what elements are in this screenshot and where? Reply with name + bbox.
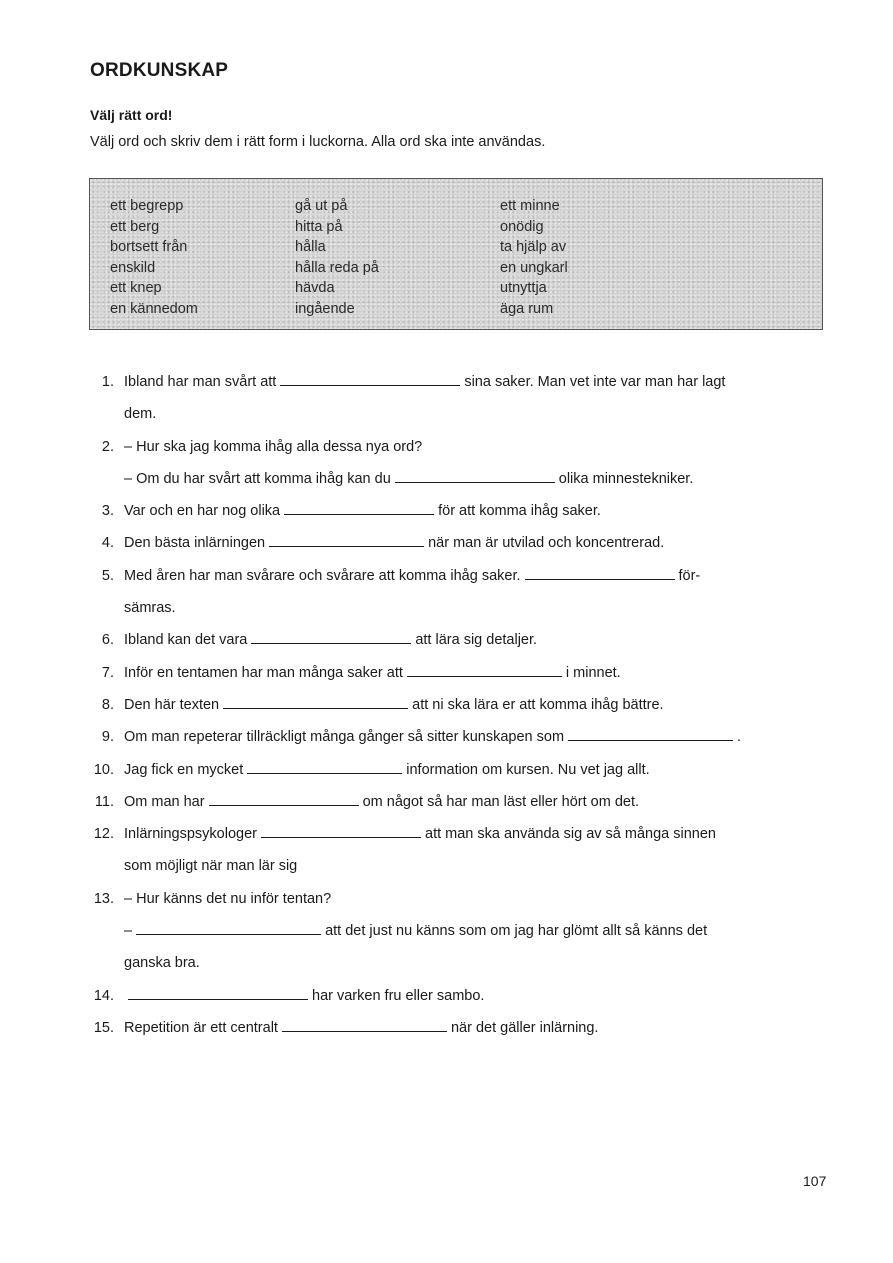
exercise-text	[124, 398, 156, 430]
exercise-number: 5.	[101, 567, 114, 584]
answer-blank[interactable]	[568, 728, 733, 741]
word-bank-item: ta hjälp av	[500, 239, 567, 255]
exercise-text	[124, 592, 176, 624]
word-bank-item: utnyttja	[500, 280, 547, 296]
exercise-number: 1.	[101, 374, 114, 390]
word-bank-item: hitta på	[295, 218, 343, 235]
exercise-text	[124, 947, 200, 979]
answer-blank[interactable]	[407, 664, 562, 677]
exercise-sentence-end: om något så har man läst eller hört om det.	[362, 793, 640, 810]
exercise-line	[90, 883, 830, 915]
exercise-sentence-start: Om man repeterar tillräckligt många gånger så sitter kunskapen som	[124, 729, 565, 746]
exercise-text	[124, 818, 716, 850]
exercise-text	[124, 1012, 598, 1044]
word-bank-item: ett knep	[110, 280, 162, 296]
exercise-number: 3.	[101, 503, 114, 520]
exercise-text	[124, 689, 664, 721]
exercise-sentence-start: Inlärningspsykologer	[124, 826, 257, 843]
exercise-line	[90, 398, 830, 430]
exercise-line	[90, 463, 830, 495]
word-bank-item: hävda	[295, 280, 335, 296]
exercise-sentence-start: Inför en tentamen har man många saker att	[124, 664, 403, 681]
exercise-sentence-start: Repetition är ett centralt	[124, 1019, 278, 1036]
answer-blank[interactable]	[395, 470, 555, 483]
answer-blank[interactable]	[247, 761, 402, 774]
word-bank-item: hålla reda på	[295, 259, 379, 276]
word-bank-item: en ungkarl	[500, 259, 568, 276]
exercise-text	[124, 463, 693, 495]
exercise-text	[124, 366, 725, 398]
exercise-line	[90, 754, 830, 786]
word-bank-item: hålla	[295, 239, 326, 255]
exercise-line	[90, 689, 830, 721]
exercise-line	[90, 915, 830, 947]
exercise-line	[90, 527, 830, 559]
word-bank-item: en kännedom	[110, 300, 198, 317]
exercise-sentence-end: för-	[678, 567, 701, 584]
exercise-sentence-end: för att komma ihåg saker.	[438, 503, 601, 520]
exercise-text	[124, 431, 422, 463]
exercise-line	[90, 657, 830, 689]
page-number: 107	[803, 1173, 827, 1189]
exercise-line	[90, 850, 830, 882]
answer-blank[interactable]	[284, 502, 434, 515]
exercise-line	[90, 624, 830, 656]
word-bank-item: ett berg	[110, 218, 160, 235]
exercise-number: 10.	[93, 761, 114, 778]
exercise-number: 4.	[101, 535, 114, 552]
exercise-text	[124, 527, 664, 559]
exercise-sentence-end: att ni ska lära er att komma ihåg bättre.	[412, 696, 664, 713]
exercise-number: 6.	[101, 632, 114, 649]
exercise-list	[90, 366, 830, 1044]
word-bank-item: ett minne	[500, 198, 560, 214]
exercise-sentence-end: sina saker. Man vet inte var man har lagt	[464, 374, 726, 390]
exercise-sentence-end: att lära sig detaljer.	[415, 632, 538, 649]
exercise-line	[90, 786, 830, 818]
exercise-number: 2.	[101, 438, 114, 455]
word-bank-item: enskild	[110, 259, 156, 276]
exercise-text	[124, 624, 537, 656]
exercise-line	[90, 818, 830, 850]
exercise-line	[90, 495, 830, 527]
exercise-number: 7.	[101, 664, 114, 681]
exercise-sentence-start: Den bästa inlärningen	[124, 535, 266, 552]
exercise-text	[124, 721, 741, 753]
exercise-text	[124, 980, 484, 1012]
exercise-text	[124, 786, 639, 818]
exercise-sentence-start: Jag fick en mycket	[124, 761, 244, 778]
word-bank-item: onödig	[500, 218, 544, 235]
instruction-text: Välj ord och skriv dem i rätt form i luckorna. Alla ord ska inte användas.	[90, 134, 546, 150]
exercise-sentence-start: Ibland har man svårt att	[124, 374, 277, 390]
answer-blank[interactable]	[136, 922, 321, 935]
exercise-text	[124, 560, 700, 592]
exercise-sentence-end: att man ska använda sig av så många sinnen	[425, 826, 716, 843]
answer-blank[interactable]	[525, 567, 675, 580]
word-bank-column-2	[295, 196, 379, 319]
word-bank-column-1	[110, 196, 198, 319]
exercise-sentence-start: – Om du har svårt att komma ihåg kan du	[124, 470, 391, 487]
answer-blank[interactable]	[269, 534, 424, 547]
exercise-text	[124, 495, 601, 527]
exercise-text	[124, 754, 650, 786]
exercise-text	[124, 883, 331, 915]
exercise-line	[90, 721, 830, 753]
exercise-sentence-start: – Hur känns det nu inför tentan?	[124, 890, 332, 907]
exercise-sentence-end: i minnet.	[565, 664, 621, 681]
exercise-number: 15.	[93, 1019, 114, 1036]
exercise-line	[90, 560, 830, 592]
exercise-heading: Välj rätt ord!	[90, 107, 173, 123]
word-bank-item: äga rum	[500, 300, 554, 317]
word-bank-item: ingående	[295, 300, 355, 317]
exercise-sentence-start: Om man har	[124, 793, 205, 810]
answer-blank[interactable]	[280, 373, 460, 386]
exercise-text	[124, 915, 707, 947]
answer-blank[interactable]	[209, 793, 359, 806]
exercise-sentence-end: .	[737, 729, 742, 746]
exercise-number: 11.	[94, 793, 114, 810]
answer-blank[interactable]	[128, 987, 308, 1000]
exercise-sentence-start: som möjligt när man lär sig	[124, 858, 298, 875]
exercise-sentence-start: Den här texten	[124, 696, 220, 713]
answer-blank[interactable]	[261, 825, 421, 838]
exercise-sentence-end: att det just nu känns som om jag har glömt allt så känns det	[325, 923, 708, 940]
exercise-sentence-start: Var och en har nog olika	[124, 503, 281, 520]
exercise-sentence-start: dem.	[124, 406, 157, 423]
exercise-line	[90, 1012, 830, 1044]
exercise-line	[90, 431, 830, 463]
answer-blank[interactable]	[282, 1019, 447, 1032]
exercise-line	[90, 947, 830, 979]
word-bank	[89, 178, 823, 330]
page-title: ORDKUNSKAP	[90, 60, 229, 81]
exercise-line	[90, 592, 830, 624]
exercise-line	[90, 366, 830, 398]
exercise-sentence-end: olika minnestekniker.	[558, 470, 694, 487]
word-bank-item: gå ut på	[295, 198, 348, 214]
exercise-text	[124, 657, 621, 689]
exercise-number: 14.	[93, 987, 114, 1004]
word-bank-item: bortsett från	[110, 239, 188, 255]
word-bank-item: ett begrepp	[110, 198, 184, 214]
exercise-sentence-end: när det gäller inlärning.	[450, 1019, 599, 1036]
exercise-sentence-end: när man är utvilad och koncentrerad.	[428, 535, 665, 552]
exercise-number: 9.	[101, 729, 114, 746]
exercise-sentence-start: ganska bra.	[124, 955, 200, 972]
exercise-sentence-start: –	[124, 923, 133, 940]
exercise-sentence-end: information om kursen. Nu vet jag allt.	[406, 761, 650, 778]
exercise-sentence-start: – Hur ska jag komma ihåg alla dessa nya ord?	[124, 438, 423, 455]
word-bank-column-3	[500, 196, 568, 319]
exercise-line	[90, 980, 830, 1012]
exercise-number: 8.	[101, 696, 114, 713]
exercise-sentence-start: Ibland kan det vara	[124, 632, 248, 649]
exercise-sentence-start: Med åren har man svårare och svårare att komma ihåg saker.	[124, 567, 521, 584]
exercise-number: 12.	[93, 826, 114, 843]
exercise-sentence-end: har varken fru eller sambo.	[312, 987, 485, 1004]
exercise-sentence-start: sämras.	[124, 600, 176, 617]
answer-blank[interactable]	[223, 696, 408, 709]
exercise-text	[124, 850, 297, 882]
answer-blank[interactable]	[251, 631, 411, 644]
exercise-number: 13.	[93, 890, 114, 907]
